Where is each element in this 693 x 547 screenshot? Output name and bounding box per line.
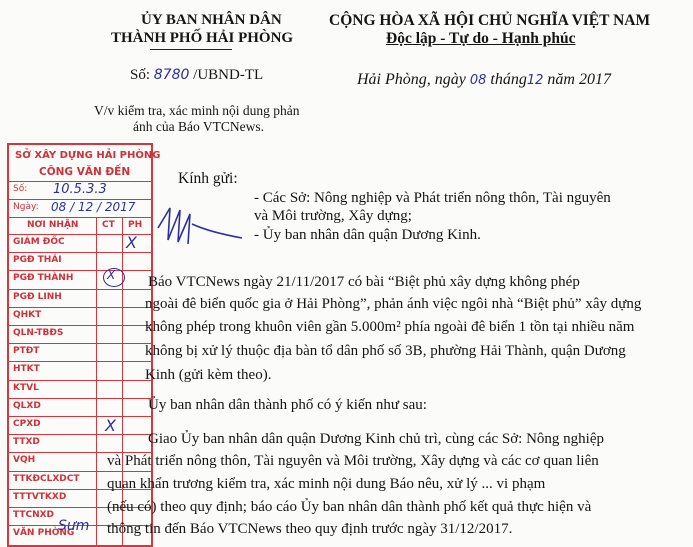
stamp-row	[9, 361, 151, 380]
stamp-row	[9, 380, 151, 399]
stamp-row	[9, 252, 151, 271]
stamp-title: SỞ XÂY DỰNG HẢI PHÒNG	[15, 150, 161, 161]
recipient-line-1b: và Môi trường, Xây dựng;	[254, 208, 412, 224]
stamp-row-label: QLN-TBĐS	[13, 328, 64, 338]
date-month: 12	[526, 73, 544, 88]
paragraph-1-line-2: ngoài đê biển quốc gia ở Hải Phòng”, phản ánh việc ngôi nhà “Biệt phủ” xây dựng	[145, 296, 642, 312]
stamp-number-label: Số:	[13, 184, 28, 194]
stamp-number-value: 10.5.3.3	[53, 182, 107, 197]
stamp-row-label: QHKT	[13, 309, 42, 320]
stamp-mark-circle-x: X	[107, 268, 116, 282]
stamp-subtitle: CÔNG VĂN ĐẾN	[39, 166, 131, 178]
date-day: 08	[469, 73, 487, 88]
stamp-row-label: PGĐ THÁI	[13, 255, 62, 266]
stamp-row-label: GIÁM ĐỐC	[13, 237, 65, 247]
stamp-mark-cross-giamdoc: X	[126, 233, 137, 252]
stamp-row-label: PGĐ LINH	[13, 291, 62, 302]
paragraph-3-line-2: và Phát triển nông thôn, Tài nguyên và Môi trường, Xây dựng và các cơ quan liên	[107, 453, 599, 469]
stamp-row-label: TTXD	[13, 437, 40, 448]
recipient-line-2: - Ủy ban nhân dân quận Dương Kinh.	[254, 227, 481, 243]
stamp-row	[9, 343, 151, 362]
paragraph-3-line-4: (nếu có) theo quy định; báo cáo Ủy ban nhân dân thành phố kết quả thực hiện và	[107, 499, 592, 515]
stamp-row	[9, 270, 151, 289]
paragraph-1-line-3: không phép trong khuôn viên gần 5.000m² phía ngoài đê biển 1 tồn tại nhiều năm	[145, 319, 635, 335]
document-date	[357, 71, 611, 89]
stamp-row	[9, 289, 151, 308]
document-number-prefix: Số:	[130, 67, 151, 83]
paragraph-3-line-5: thông tin đến Báo VTCNews theo quy định trước ngày 31/12/2017.	[107, 521, 513, 537]
national-title: CỘNG HÒA XÃ HỘI CHỦ NGHĨA VIỆT NAM	[329, 12, 651, 29]
stamp-row-label: TTKĐCLXDCT	[13, 473, 80, 484]
date-suffix: năm 2017	[547, 71, 611, 88]
paragraph-2: Ủy ban nhân dân thành phố có ý kiến như sau:	[148, 397, 427, 413]
stamp-row-label: HTKT	[13, 364, 40, 375]
subject-line2: ánh của Báo VTCNews.	[133, 119, 264, 134]
stamp-row-label: QLXD	[13, 400, 41, 411]
stamp-row-label: CPXD	[13, 419, 41, 429]
stamp-row-label: TTTVTKXD	[13, 491, 67, 502]
stamp-row-label: VQH	[13, 455, 36, 466]
stamp-col-ct: CT	[102, 220, 115, 230]
stamp-col-ph: PH	[128, 220, 143, 230]
date-prefix: Hải Phòng, ngày	[357, 71, 466, 88]
stamp-date-label: Ngày:	[13, 202, 39, 212]
date-mid: tháng	[490, 71, 527, 88]
recipient-label: Kính gửi:	[178, 170, 238, 187]
stamp-mark-cross-ttxd: X	[105, 416, 116, 435]
stamp-row-label: VĂN PHÒNG	[13, 528, 75, 539]
stamp-row	[9, 416, 151, 435]
agency-name-line1: ỦY BAN NHÂN DÂN	[141, 12, 282, 28]
document-number-suffix: /UBND-TL	[193, 67, 264, 83]
stamp-row-label: PGĐ THÀNH	[13, 273, 74, 284]
stamp-row	[9, 325, 151, 344]
national-motto: Độc lập - Tự do - Hạnh phúc	[386, 30, 576, 47]
stamp-row	[9, 434, 151, 453]
stamp-row-label: TTCNXD	[13, 510, 55, 520]
handwritten-note: Sưm	[58, 518, 90, 534]
paragraph-1-line-4: không bị xử lý thuộc địa bàn tổ dân phố số 3B, phường Hải Thành, quận Dương	[145, 343, 626, 359]
agency-underline	[150, 49, 232, 50]
handwritten-signature	[150, 200, 250, 250]
stamp-divider-ph	[122, 217, 123, 545]
stamp-row-label: PTĐT	[13, 346, 40, 357]
stamp-number-row	[9, 181, 151, 200]
paragraph-1-line-5: Kinh (gửi kèm theo).	[145, 367, 272, 383]
stamp-col-recipient: NƠI NHẬN	[27, 220, 79, 230]
paragraph-3-line-1: Giao Ủy ban nhân dân quận Dương Kinh chủ trì, cùng các Sở: Nông nghiệp	[148, 431, 604, 447]
recipient-line-1a: - Các Sở: Nông nghiệp và Phát triển nông thôn, Tài nguyên	[254, 190, 611, 206]
stamp-row-label: KTVL	[13, 382, 39, 393]
stamp-date-row	[9, 199, 151, 218]
stamp-row	[9, 307, 151, 326]
agency-name-line2: THÀNH PHỐ HẢI PHÒNG	[111, 30, 294, 46]
stamp-date-value: 08 / 12 / 2017	[51, 200, 136, 214]
subject-line1: V/v kiểm tra, xác minh nội dung phản	[94, 103, 300, 118]
stamp-divider-ct	[96, 217, 97, 545]
document-number	[130, 67, 263, 84]
paragraph-1-line-1: Báo VTCNews ngày 21/11/2017 có bài “Biệt phủ xây dựng không phép	[148, 274, 580, 290]
paragraph-3-line-3: quan khẩn trương kiểm tra, xác minh nội dung Báo nêu, xử lý ... vi phạm	[107, 476, 546, 492]
document-number-value: 8780	[153, 67, 190, 83]
stamp-row	[9, 398, 151, 417]
